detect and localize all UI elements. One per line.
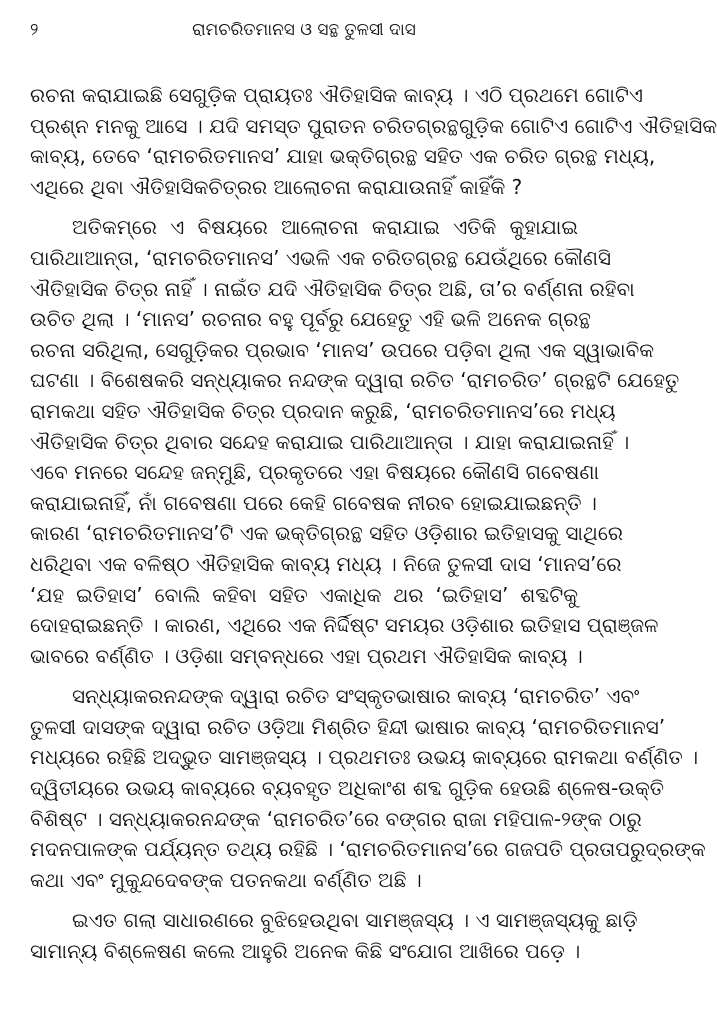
text-line: ଭାବରେ ବର୍ଣ୍ଣିତ । ଓଡ଼ିଶା ସମ୍ବନ୍ଧରେ ଏହା ପ୍ରଥମ ଐତିହାସିକ କାବ୍ୟ । [30, 643, 583, 668]
text-line: ଦ୍ୱିତୀୟରେ ଉଭୟ କାବ୍ୟରେ ବ୍ୟବହୃତ ଅଧିକାଂଶ ଶବ୍ଦ ଗୁଡ଼ିକ ହେଉଛି ଶ୍ଳେଷ-ଉକ୍ତି [30, 776, 664, 801]
text-line: ତୁଳସୀ ଦାସଙ୍କ ଦ୍ୱାରା ରଚିତ ଓଡ଼ିଆ ମିଶ୍ରିତ ହିନ୍ଦୀ ଭାଷାର କାବ୍ୟ ‘ରାମଚରିତମାନସ’ [30, 714, 666, 739]
text-line: କାବ୍ୟ, ତେବେ ‘ରାମଚରିତମାନସ’ ଯାହା ଭକ୍ତିଗ୍ରନ୍ଥ ସହିତ ଏକ ଚରିତ ଗ୍ରନ୍ଥ ମଧ୍ୟ, [30, 144, 656, 169]
paragraph-2 [30, 212, 680, 671]
text-line: ଐତିହାସିକ ଚିତ୍ର ନାହିଁ । ନାଇଁତ ଯଦି ଐତିହାସିକ ଚିତ୍ର ଅଛି, ତା’ର ବର୍ଣ୍ଣନା ରହିବା [30, 276, 635, 301]
text-line: ପ୍ରଶ୍ନ ମନକୁ ଆସେ । ଯଦି ସମସ୍ତ ପୁରାତନ ଚରିତଗ୍ରନ୍ଥଗୁଡ଼ିକ ଗୋଟିଏ ଗୋଟିଏ ଐତିହାସିକ [30, 113, 717, 138]
text-line: ପାରିଥାଆନ୍ତା, ‘ରାମଚରିତମାନସ’ ଏଭଳି ଏକ ଚରିତଗ୍ରନ୍ଥ ଯେଉଁଥିରେ କୌଣସି [30, 245, 612, 270]
text-line: କଥା ଏବଂ ମୁକୁନ୍ଦଦେବଙ୍କ ପତନକଥା ବର୍ଣ୍ଣିତ ଅଛି । [30, 867, 422, 892]
body-text [30, 80, 717, 967]
text-line: ଏଥିରେ ଥିବା ଐତିହାସିକଚିତ୍ରର ଆଲୋଚନା କରାଯାଉନାହିଁ କାହିଁକି ? [30, 174, 523, 199]
paragraph-3 [30, 681, 706, 895]
text-line: ‘ଯହ ଇତିହାସ’ ବୋଲି କହିବା ସହିତ ଏକାଧିକ ଥର ‘ଇତିହାସ’ ଶବ୍ଦଟିକୁ [30, 582, 578, 607]
text-line: ଅତିକମ୍‌ରେ ଏ ବିଷୟରେ ଆଲୋଚନା କରାଯାଇ ଏତିକି କୁହାଯାଇ [72, 215, 578, 240]
running-title: ରାମଚରିତମାନସ ଓ ସନ୍ଥ ତୁଳସୀ ଦାସ [192, 20, 416, 40]
text-line: ମଧ୍ୟରେ ରହିଛି ଅଦ୍ଭୁତ ସାମଞ୍ଜସ୍ୟ । ପ୍ରଥମତଃ ଉଭୟ କାବ୍ୟରେ ରାମକଥା ବର୍ଣ୍ଣିତ । [30, 745, 699, 770]
text-line: ଇଏତ ଗଲା ସାଧାରଣରେ ବୁଝିହେଉଥିବା ସାମଞ୍ଜସ୍ୟ । ଏ ସାମଞ୍ଜସ୍ୟକୁ ଛାଡ଼ି [72, 908, 638, 933]
text-line: ଧରିଥିବା ଏକ ବଳିଷ୍ଠ ଐତିହାସିକ କାବ୍ୟ ମଧ୍ୟ । ନିଜେ ତୁଳସୀ ଦାସ ‘ମାନସ’ରେ [30, 551, 622, 576]
text-line: ସନ୍ଧ୍ୟାକରନନ୍ଦଙ୍କ ଦ୍ୱାରା ରଚିତ ସଂସ୍କୃତଭାଷାର କାବ୍ୟ ‘ରାମଚରିତ’ ଏବଂ [72, 684, 640, 709]
text-line: ଦୋହରାଇଛନ୍ତି । କାରଣ, ଏଥିରେ ଏକ ନିର୍ଦ୍ଦିଷ୍ଟ ସମୟର ଓଡ଼ିଶାର ଇତିହାସ ପ୍ରାଞ୍ଜଳ [30, 613, 659, 638]
text-line: ଘଟଣା । ବିଶେଷକରି ସନ୍ଧ୍ୟାକର ନନ୍ଦଙ୍କ ଦ୍ୱାରା ରଚିତ ‘ରାମଚରିତ’ ଗ୍ରନ୍ଥଟି ଯେହେତୁ [30, 368, 680, 393]
text-line: କାରଣ ‘ରାମଚରିତମାନସ’ଟି ଏକ ଭକ୍ତିଗ୍ରନ୍ଥ ସହିତ ଓଡ଼ିଶାର ଇତିହାସକୁ ସାଥିରେ [30, 521, 624, 546]
page-number: ୨ [30, 20, 39, 40]
text-line: ବିଶିଷ୍ଟ । ସନ୍ଧ୍ୟାକରନନ୍ଦଙ୍କ ‘ରାମଚରିତ’ରେ ବଙ୍ଗର ରାଜା ମହିପାଳ-୨ଙ୍କ ଠାରୁ [30, 806, 642, 831]
text-line: ରାମକଥା ସହିତ ଐତିହାସିକ ଚିତ୍ର ପ୍ରଦାନ କରୁଛି, ‘ରାମଚରିତମାନସ’ରେ ମଧ୍ୟ [30, 398, 616, 423]
paragraph-1 [30, 80, 717, 202]
page-header [30, 20, 578, 48]
text-line: ମଦନପାଳଙ୍କ ପର୍ଯ୍ୟନ୍ତ ତଥ୍ୟ ରହିଛି । ‘ରାମଚରିତମାନସ’ରେ ଗଜପତି ପ୍ରତାପରୁଦ୍ରଙ୍କ [30, 837, 706, 862]
text-line: ରଚନା ସରିଥିଲା, ସେଗୁଡ଼ିକର ପ୍ରଭାବ ‘ମାନସ’ ଉପରେ ପଡ଼ିବା ଥିଲା ଏକ ସ୍ୱାଭାବିକ [30, 337, 655, 362]
text-line: ଉଚିତ ଥିଲା । ‘ମାନସ’ ରଚନାର ବହୁ ପୂର୍ବରୁ ଯେହେତୁ ଏହି ଭଳି ଅନେକ ଗ୍ରନ୍ଥ [30, 307, 591, 332]
text-line: ଐତିହାସିକ ଚିତ୍ର ଥିବାର ସନ୍ଦେହ କରାଯାଇ ପାରିଥାଆନ୍ତା । ଯାହା କରାଯାଇନାହିଁ । [30, 429, 630, 454]
text-line: ରଚନା କରାଯାଇଛି ସେଗୁଡ଼ିକ ପ୍ରାୟତଃ ଐତିହାସିକ କାବ୍ୟ । ଏଠି ପ୍ରଥମେ ଗୋଟିଏ [30, 83, 643, 107]
text-line: ସାମାନ୍ୟ ବିଶ୍ଳେଷଣ କଲେ ଆହୁରି ଅନେକ କିଛି ସଂଯୋଗ ଆଖିରେ ପଡ଼େ । [30, 939, 581, 964]
text-line: ଏବେ ମନରେ ସନ୍ଦେହ ଜନ୍ମୁଛି, ପ୍ରକୃତରେ ଏହା ବିଷୟରେ କୌଣସି ଗବେଷଣା [30, 460, 600, 485]
text-line: କରାଯାଇନାହିଁ, ନାଁ ଗବେଷଣା ପରେ କେହି ଗବେଷକ ନୀରବ ହୋଇଯାଇଛନ୍ତି । [30, 490, 597, 515]
paragraph-4 [30, 905, 638, 966]
